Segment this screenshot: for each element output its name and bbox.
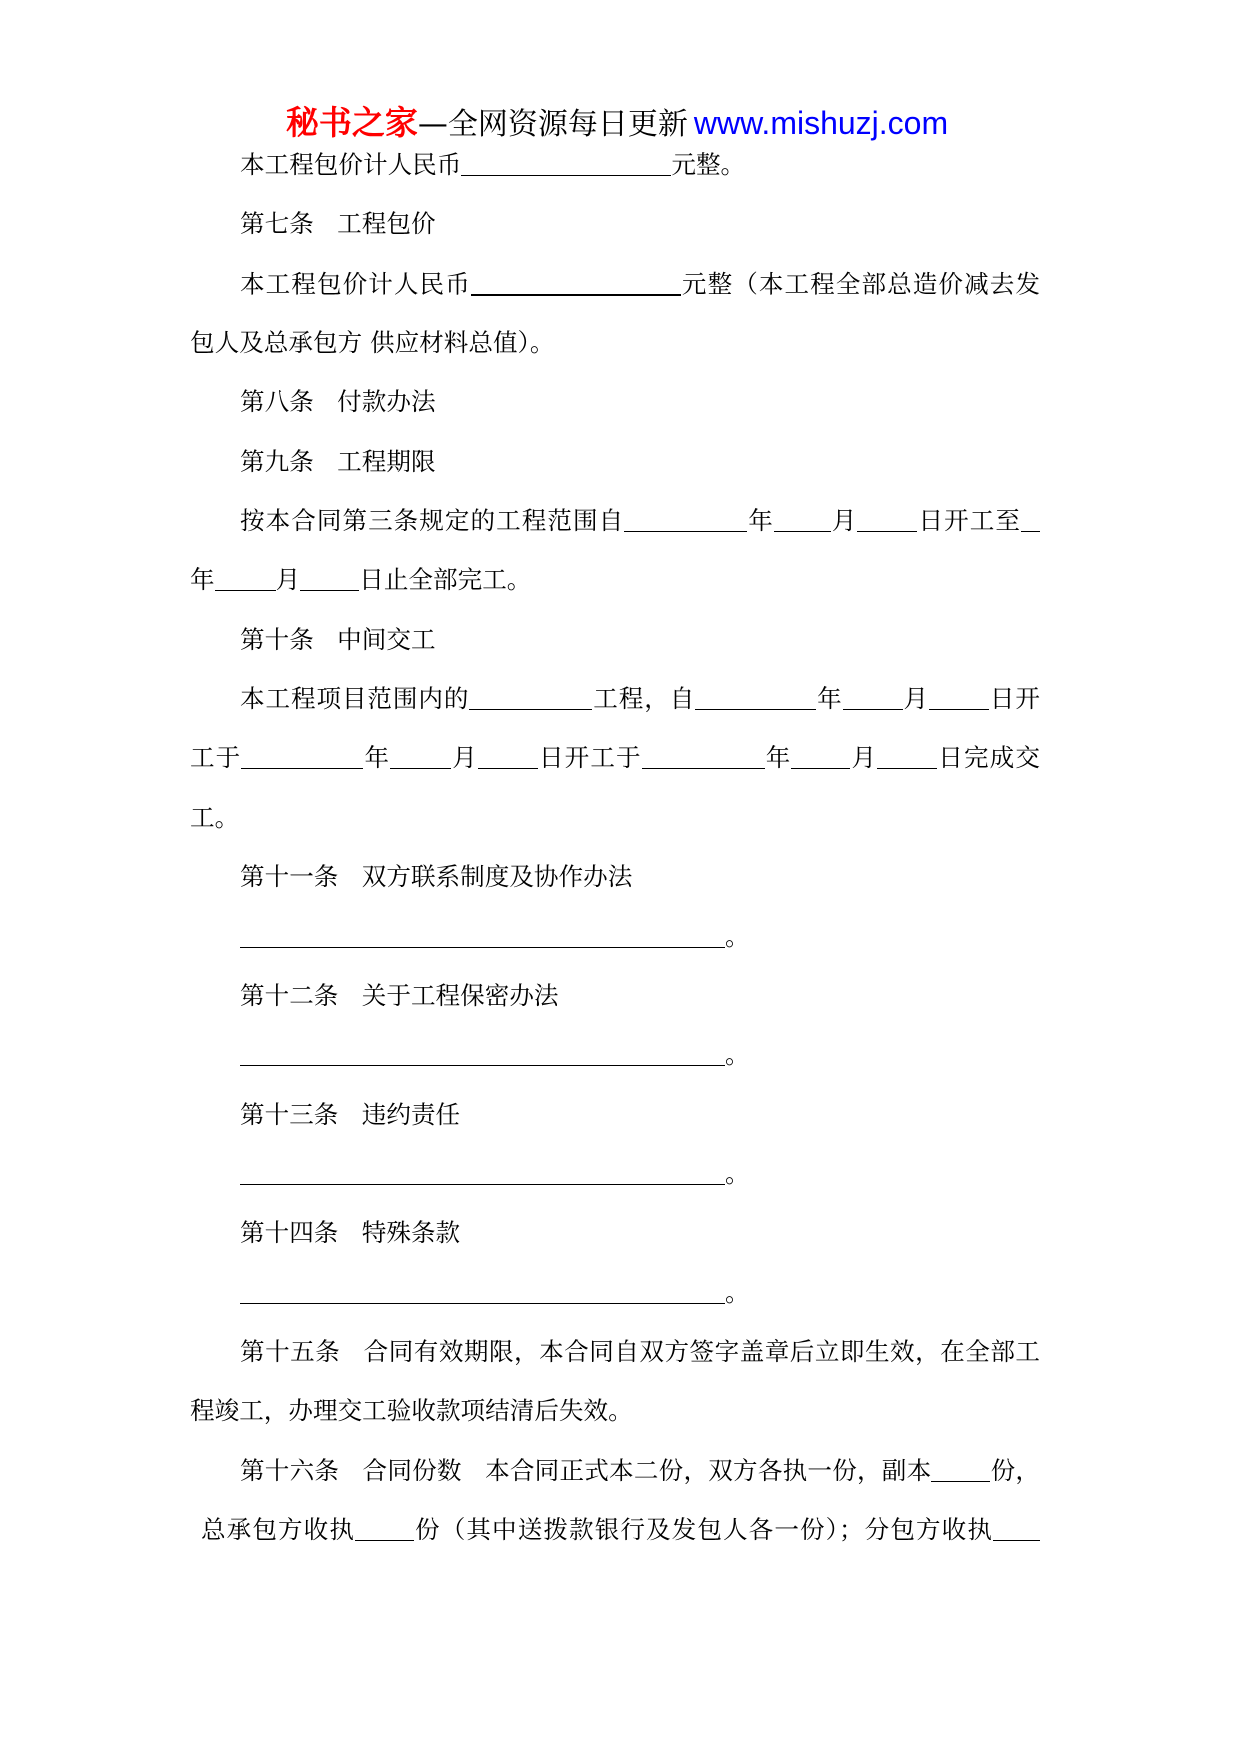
line-text: 年 <box>816 684 843 713</box>
article-16-line-1 <box>240 1456 1040 1486</box>
article-number: 第八条 <box>240 387 314 416</box>
brand-name: 秘书之家 <box>285 103 418 142</box>
site-url: www.mishuzj.com <box>693 105 949 141</box>
article-11-heading <box>240 862 632 892</box>
line-text: 月 <box>275 565 301 594</box>
article-7-line-2 <box>190 328 554 358</box>
blank-year-field <box>695 684 816 710</box>
line-text: 月 <box>850 743 878 772</box>
line-text: 包人及总承包方 供应材料总值）。 <box>190 328 555 357</box>
article-10-heading <box>240 625 436 655</box>
article-16-line-2 <box>201 1515 1040 1545</box>
blank-amount-field <box>461 150 671 176</box>
site-banner <box>0 101 1234 145</box>
blank-copies-field <box>993 1515 1040 1541</box>
article-9-line-1 <box>240 506 1040 536</box>
line-text: 年 <box>363 743 391 772</box>
article-title: 合同有效期限 <box>363 1337 515 1366</box>
line-text: 程竣工，办理交工验收款项结清后失效。 <box>190 1396 633 1425</box>
article-11-fill-line <box>240 922 750 952</box>
article-13-heading <box>240 1100 460 1130</box>
article-15-line-1 <box>240 1337 1040 1367</box>
blank-day-field <box>929 684 989 710</box>
blank-text-field <box>240 922 725 948</box>
article-number: 第十条 <box>240 625 314 654</box>
article-title: 关于工程保密办法 <box>361 981 559 1010</box>
article-12-heading <box>240 981 559 1011</box>
article-number: 第十一条 <box>240 862 339 891</box>
article-title: 特殊条款 <box>361 1218 461 1247</box>
line-text: 份（其中送拨款银行及发包人各一份）；分包方收执 <box>413 1515 993 1544</box>
line-text: 总承包方收执 <box>201 1515 355 1544</box>
article-7-line-1 <box>240 269 1040 299</box>
line-text: 年 <box>747 506 774 535</box>
article-title: 违约责任 <box>361 1100 461 1129</box>
line-text: 本工程包价计人民币 <box>240 269 471 299</box>
blank-month-field <box>843 684 903 710</box>
article-8-heading <box>240 387 436 417</box>
article-number: 第十四条 <box>240 1218 339 1247</box>
line-text: 元整。 <box>671 150 746 179</box>
blank-copies-field <box>355 1515 414 1541</box>
blank-copies-field <box>931 1456 990 1482</box>
line-text: ，本合同自双方签字盖章后立即生效，在全部工 <box>514 1337 1040 1366</box>
line-text: 按本合同第三条规定的工程范围自 <box>240 506 625 535</box>
line-text: 元整（本工程全部总造价减去发 <box>680 269 1040 299</box>
line-text: 日止全部完工。 <box>359 565 532 594</box>
article-number: 第十五条 <box>240 1337 341 1366</box>
price-line <box>240 150 745 180</box>
article-9-heading <box>240 447 436 477</box>
article-title: 工程期限 <box>337 447 436 476</box>
blank-month-field <box>215 565 276 591</box>
blank-amount-field <box>471 269 681 296</box>
blank-month-field <box>791 743 850 769</box>
article-7-heading <box>240 209 436 239</box>
article-number: 第十二条 <box>240 981 339 1010</box>
line-text: 本工程项目范围内的 <box>240 684 470 713</box>
blank-text-field <box>240 1040 725 1066</box>
line-text: 年 <box>764 743 792 772</box>
line-text: 本合同正式本二份，双方各执一份，副本 <box>485 1456 932 1485</box>
article-10-line-3 <box>190 803 239 833</box>
blank-day-field <box>857 506 917 532</box>
article-number: 第九条 <box>240 447 314 476</box>
line-text: 月 <box>902 684 929 713</box>
blank-month-field <box>774 506 831 532</box>
line-text: 工程，自 <box>592 684 696 713</box>
banner-tagline: —全网资源每日更新 <box>417 107 688 142</box>
article-title: 中间交工 <box>337 625 436 654</box>
article-10-line-1 <box>240 684 1040 714</box>
blank-year-field <box>1021 506 1040 532</box>
article-title: 付款办法 <box>337 387 436 416</box>
line-text: 日开 <box>989 684 1040 713</box>
article-title: 双方联系制度及协作办法 <box>361 862 633 891</box>
blank-month-field <box>390 743 451 769</box>
line-text: 年 <box>190 565 215 594</box>
line-text: 日完成交 <box>937 743 1040 772</box>
blank-day-field <box>877 743 937 769</box>
line-text: 。 <box>725 1159 750 1188</box>
article-number: 第七条 <box>240 209 314 238</box>
line-text: 日开工于 <box>537 743 642 772</box>
article-number: 第十六条 <box>240 1456 340 1485</box>
article-14-heading <box>240 1218 460 1248</box>
line-text: 。 <box>725 1040 750 1069</box>
blank-day-field <box>478 743 538 769</box>
article-title: 合同份数 <box>362 1456 462 1485</box>
blank-year-field <box>624 506 747 532</box>
line-text: 本工程包价计人民币 <box>240 150 462 179</box>
article-title: 工程包价 <box>337 209 436 238</box>
blank-day-field <box>300 565 359 591</box>
blank-text-field <box>240 1278 725 1304</box>
article-12-fill-line <box>240 1040 750 1070</box>
blank-text-field <box>240 1159 725 1185</box>
line-text: 。 <box>725 922 750 951</box>
blank-project-field <box>469 684 592 710</box>
article-14-fill-line <box>240 1278 750 1308</box>
blank-year-field <box>642 743 765 769</box>
line-text: 月 <box>451 743 478 772</box>
line-text: 。 <box>725 1278 750 1307</box>
line-text: 工。 <box>190 803 240 832</box>
article-10-line-2 <box>190 743 1040 773</box>
blank-year-field <box>241 743 363 769</box>
article-9-line-2 <box>190 565 531 595</box>
line-text: 月 <box>830 506 858 535</box>
article-number: 第十三条 <box>240 1100 339 1129</box>
line-text: 份， <box>990 1456 1040 1485</box>
article-13-fill-line <box>240 1159 750 1189</box>
line-text: 工于 <box>190 743 242 772</box>
line-text: 日开工至 <box>917 506 1021 535</box>
article-15-line-2 <box>190 1396 633 1426</box>
